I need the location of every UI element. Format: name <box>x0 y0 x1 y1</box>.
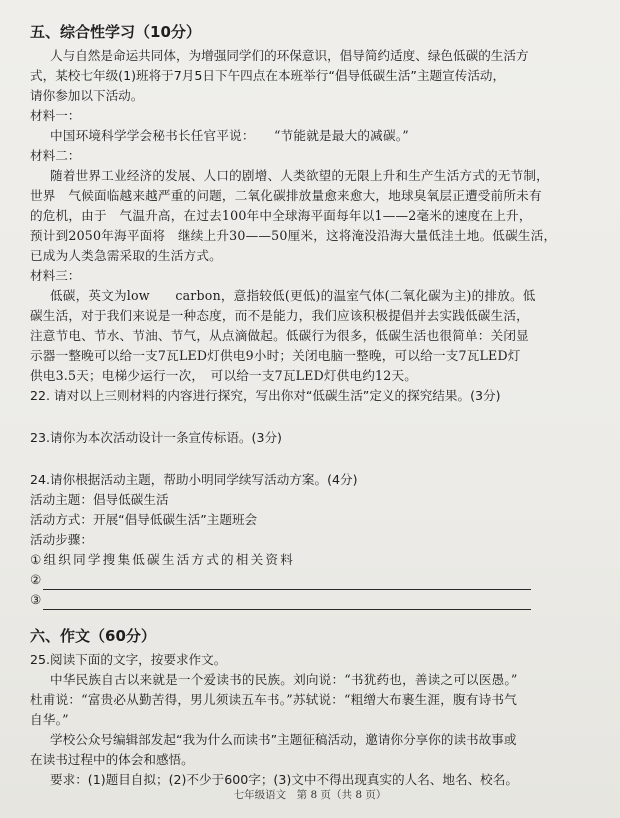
material-3-line-1: 低碳，英文为low carbon，意指较低(更低)的温室气体(二氧化碳为主)的排放。低 <box>50 288 536 303</box>
question-24: 24.请你根据活动主题，帮助小明同学续写活动方案。(4分) <box>30 472 358 487</box>
intro-line-1: 人与自然是命运共同体，为增强同学们的环保意识，倡导简约适度、绿色低碳的生活方 <box>50 48 529 63</box>
plan-step-3-marker: ③ <box>30 592 42 607</box>
question-23: 23.请你为本次活动设计一条宣传标语。(3分) <box>30 430 282 445</box>
material-1-label: 材料一： <box>30 108 81 123</box>
material-3-line-2: 碳生活，对于我们来说是一种态度，而不是能力，我们应该积极提倡并去实践低碳生活， <box>30 308 529 323</box>
answer-space-23[interactable] <box>30 448 594 470</box>
question-22: 22. 请对以上三则材料的内容进行探究，写出你对“低碳生活”定义的探究结果。(3分) <box>30 388 501 403</box>
plan-step-3-blank[interactable] <box>43 595 531 610</box>
page-footer: 七年级语文 第 8 页（共 8 页） <box>233 789 387 801</box>
section-6-title: 六、作文（60分） <box>30 627 156 645</box>
plan-step-2-marker: ② <box>30 572 42 587</box>
answer-space-22[interactable] <box>30 406 594 428</box>
task-line-2: 在读书过程中的体会和感悟。 <box>30 752 194 767</box>
plan-step-1: ①组织同学搜集低碳生活方式的相关资料 <box>30 552 295 567</box>
plan-steps-label: 活动步骤： <box>30 532 93 547</box>
material-2-line-2: 世界 气候面临越来越严重的问题，二氧化碳排放量愈来愈大，地球臭氧层正遭受前所未有 <box>30 188 542 203</box>
section-5-title: 五、综合性学习（10分） <box>30 23 201 41</box>
material-3-line-3: 注意节电、节水、节油、节气，从点滴做起。低碳行为很多，低碳生活也很简单：关闭显 <box>30 328 529 343</box>
plan-step-2-blank[interactable] <box>43 575 531 590</box>
quote-line-2: 杜甫说：“富贵必从勤苦得，男儿须读五车书。”苏轼说：“粗缯大布裹生涯，腹有诗书气 <box>30 692 517 707</box>
material-3-line-5: 供电3.5天；电梯少运行一次， 可以给一支7瓦LED灯供电约12天。 <box>30 368 418 383</box>
plan-theme: 活动主题：倡导低碳生活 <box>30 492 169 507</box>
material-3-label: 材料三： <box>30 268 81 283</box>
plan-step-3 <box>30 590 594 610</box>
intro-line-3: 请你参加以下活动。 <box>30 88 144 103</box>
plan-step-2 <box>30 570 594 590</box>
material-3-line-4: 示器一整晚可以给一支7瓦LED灯供电9小时；关闭电脑一整晚，可以给一支7瓦LED灯 <box>30 348 521 363</box>
plan-method: 活动方式：开展“倡导低碳生活”主题班会 <box>30 512 258 527</box>
quote-line-3: 自华。” <box>30 712 69 727</box>
material-1-text: 中国环境科学学会秘书长任官平说： “节能就是最大的减碳。” <box>50 128 409 143</box>
material-2-line-4: 预计到2050年海平面将 继续上升30——50厘米，这将淹没沿海大量低洼土地。低碳生活， <box>30 228 557 243</box>
question-25: 25.阅读下面的文字，按要求作文。 <box>30 652 227 667</box>
intro-line-2: 式，某校七年级(1)班将于7月5日下午四点在本班举行“倡导低碳生活”主题宣传活动， <box>30 68 506 83</box>
material-2-line-1: 随着世界工业经济的发展、人口的剧增、人类欲望的无限上升和生产生活方式的无节制， <box>50 168 549 183</box>
material-2-line-3: 的危机，由于 气温升高，在过去100年中全球海平面每年以1——2毫米的速度在上升， <box>30 208 532 223</box>
material-2-line-5: 已成为人类急需采取的生活方式。 <box>30 248 222 263</box>
quote-line-1: 中华民族自古以来就是一个爱读书的民族。刘向说：“书犹药也，善读之可以医愚。” <box>50 672 518 687</box>
material-2-label: 材料二： <box>30 148 81 163</box>
essay-requirements: 要求：(1)题目自拟；(2)不少于600字；(3)文中不得出现真实的人名、地名、校名。 <box>50 772 518 787</box>
task-line-1: 学校公众号编辑部发起“我为什么而读书”主题征稿活动，邀请你分享你的读书故事或 <box>50 732 517 747</box>
